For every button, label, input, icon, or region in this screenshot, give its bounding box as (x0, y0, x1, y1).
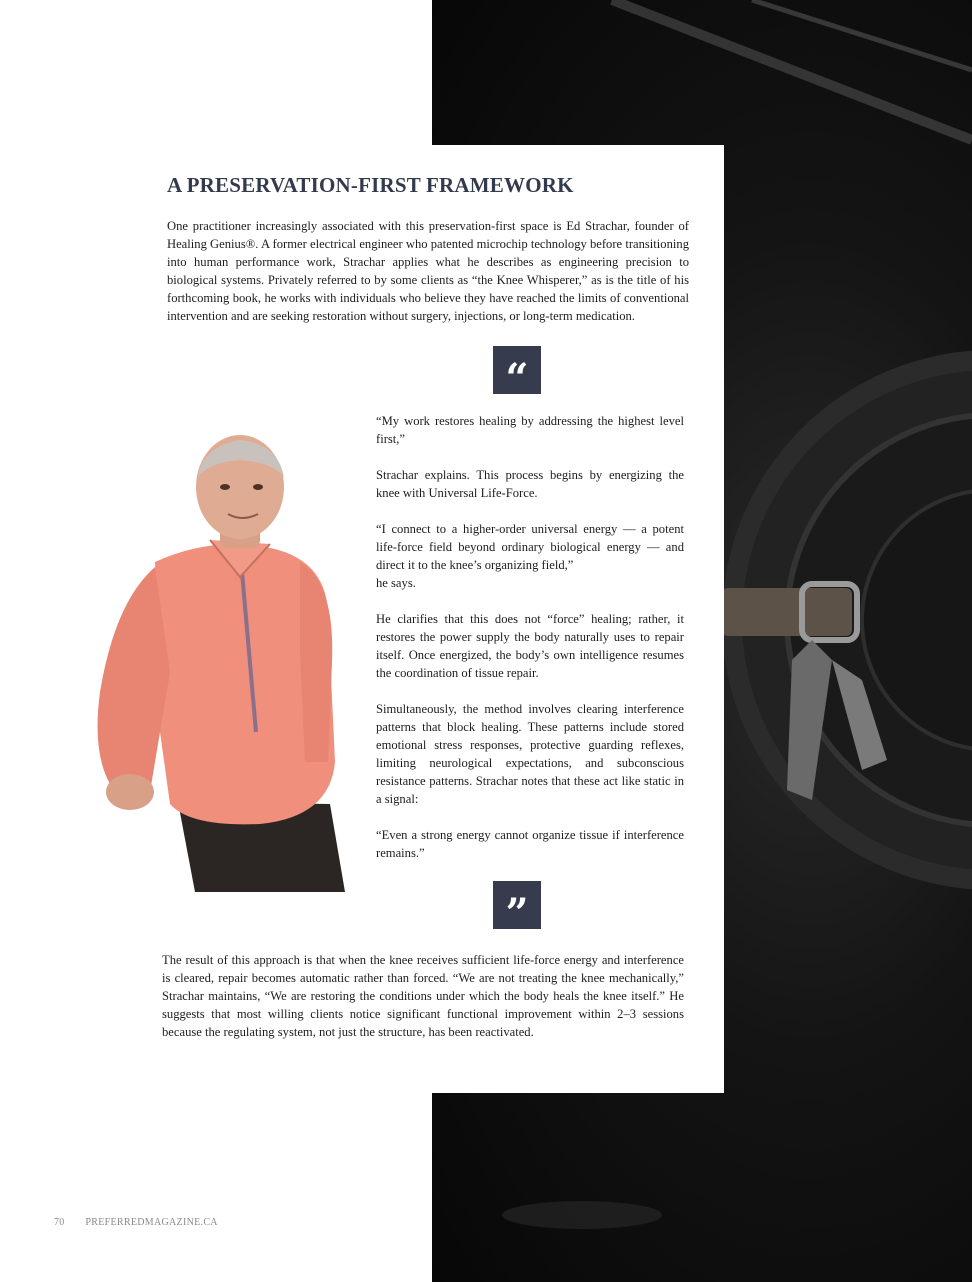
article-heading: A PRESERVATION-FIRST FRAMEWORK (167, 173, 574, 197)
quote-paragraph-4: he says. (376, 576, 416, 590)
quote-column (376, 412, 684, 880)
quote-paragraph-6: Simultaneously, the method involves clearing interference patterns that block healing. These patterns include stored emotional stress responses, protective guarding reflexes, limiting neurological expectations, and subconscious resistance patterns. Strachar notes that these act like static in a signal: (376, 702, 684, 806)
quote-open-icon (493, 346, 541, 402)
outro-paragraph: The result of this approach is that when the knee receives sufficient life-force energy and interference is cleared, repair becomes automatic rather than forced. “We are not treating the knee mechanically,” Strachar maintains, “We are restoring the conditions under which the body heals the knee itself.” He suggests that most willing clients notice significant functional improvement within 2–3 sessions because the regulating system, not just the structure, has been reactivated. (162, 953, 684, 1039)
page-number: 70 (54, 1217, 65, 1228)
quote-open-glyph: “ (505, 355, 529, 402)
quote-paragraph-2: Strachar explains. This process begins by energizing the knee with Universal Life-Force. (376, 468, 684, 500)
quote-paragraph-3: “I connect to a higher-order universal energy — a potent life-force field beyond ordinary biological energy — and direct it to the knee’s organizing field,” (376, 522, 684, 572)
portrait-photo (60, 432, 350, 892)
site-url: PREFERREDMAGAZINE.CA (85, 1217, 218, 1228)
intro-paragraph: One practitioner increasingly associated with this preservation-first space is Ed Strachar, founder of Healing Genius®. A former electrical engineer who patented microchip technology before transitioning into human performance work, Strachar applies what he describes as engineering precision to biological systems. Privately referred to by some clients as “the Knee Whisperer,” as is the title of his forthcoming book, he works with individuals who believe they have reached the limits of conventional intervention and are seeking restoration without surgery, injections, or long-term medication. (167, 219, 689, 323)
quote-close-icon (493, 881, 541, 937)
page-footer (54, 1217, 218, 1228)
quote-paragraph-7: “Even a strong energy cannot organize tissue if interference remains.” (376, 828, 684, 860)
quote-close-glyph: ” (505, 890, 529, 937)
quote-paragraph-1: “My work restores healing by addressing the highest level first,” (376, 414, 684, 446)
quote-paragraph-5: He clarifies that this does not “force” healing; rather, it restores the power supply the body naturally uses to repair itself. Once energized, the body’s own intelligence resumes the coordination of tissue repair. (376, 612, 684, 680)
